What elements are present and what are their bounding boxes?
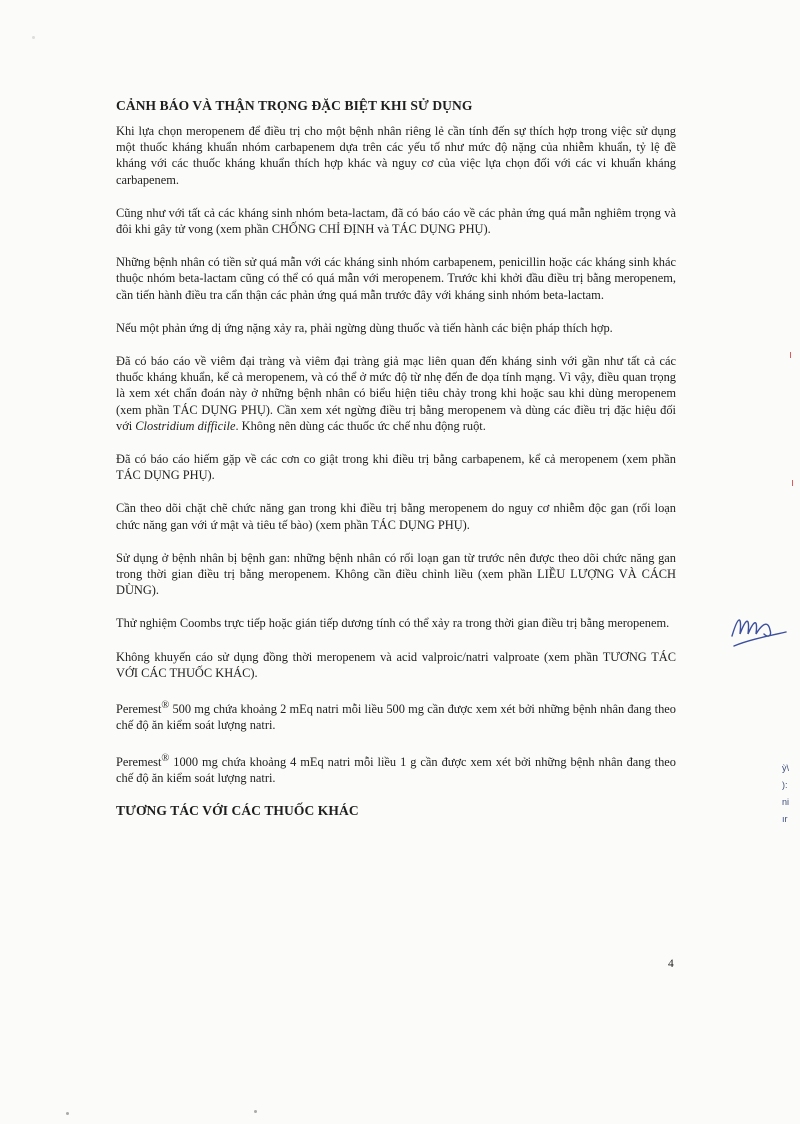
margin-mark xyxy=(792,480,793,486)
registered-mark: ® xyxy=(161,700,170,712)
scan-speck xyxy=(66,1112,69,1115)
paragraph-3: Những bệnh nhân có tiền sử quá mẫn với các kháng sinh nhóm carbapenem, penicillin hoặc các kháng sinh khác thuộc nhóm beta-lactam cũng có thể có quá mẫn với meropenem. Trước khi khởi đầu điều trị bằng meropenem, cần tiến hành điều tra cẩn thận các phản ứng quá mẫn trước đây với kháng sinh nhóm beta-lactam. xyxy=(116,255,676,302)
signature-mark xyxy=(728,606,788,652)
paragraph-12: Peremest® 1000 mg chứa khoảng 4 mEq natri mỗi liều 1 g cần được xem xét bởi những bệnh nhân đang theo chế độ ăn kiểm soát lượng natri. xyxy=(116,752,676,785)
scan-speck xyxy=(32,36,35,39)
paragraph-6: Đã có báo cáo hiếm gặp về các cơn co giật trong khi điều trị bằng carbapenem, kể cả meropenem (xem phần TÁC DỤNG PHỤ). xyxy=(116,452,676,483)
italic-organism-name: Clostridium difficile xyxy=(135,418,236,433)
paragraph-5: Đã có báo cáo về viêm đại tràng và viêm đại tràng giả mạc liên quan đến kháng sinh với gần như tất cả các thuốc kháng khuẩn, kể cả meropenem, và có thể ở mức độ từ nhẹ đến đe dọa tính mạng. Vì vậy, điều quan trọng là xem xét chẩn đoán này ở những bệnh nhân có biểu hiện tiêu chảy trong khi hoặc sau khi dùng meropenem (xem phần TÁC DỤNG PHỤ). Cần xem xét ngừng điều trị bằng meropenem và dùng các điều trị đặc hiệu đối với Clostridium difficile. Không nên dùng các thuốc ức chế nhu động ruột. xyxy=(116,354,676,433)
margin-text-fragments: ỳ\ ): ni ır xyxy=(782,763,790,824)
paragraph-1: Khi lựa chọn meropenem để điều trị cho một bệnh nhân riêng lẻ cần tính đến sự thích hợp trong việc sử dụng một thuốc kháng khuẩn nhóm carbapenem dựa trên các yếu tố như mức độ nặng của nhiễm khuẩn, tỷ lệ đề kháng với các thuốc kháng khuẩn thích hợp khác và nguy cơ của việc lựa chọn đối với các vi khuẩn kháng carbapenem. xyxy=(116,124,676,187)
paragraph-10: Không khuyến cáo sử dụng đồng thời meropenem và acid valproic/natri valproate (xem phần TƯƠNG TÁC VỚI CÁC THUỐC KHÁC). xyxy=(116,649,676,680)
paragraph-4: Nếu một phản ứng dị ứng nặng xảy ra, phải ngừng dùng thuốc và tiến hành các biện pháp thích hợp. xyxy=(116,320,613,335)
paragraph-11: Peremest® 500 mg chứa khoảng 2 mEq natri mỗi liều 500 mg cần được xem xét bởi những bệnh nhân đang theo chế độ ăn kiểm soát lượng natri. xyxy=(116,700,676,733)
paragraph-7: Cần theo dõi chặt chẽ chức năng gan trong khi điều trị bằng meropenem do nguy cơ nhiễm độc gan (rối loạn chức năng gan với ứ mật và tiêu tế bào) (xem phần TÁC DỤNG PHỤ). xyxy=(116,501,676,532)
section-heading-interactions: TƯƠNG TÁC VỚI CÁC THUỐC KHÁC xyxy=(116,803,359,819)
paragraph-8: Sử dụng ở bệnh nhân bị bệnh gan: những bệnh nhân có rối loạn gan từ trước nên được theo dõi chức năng gan trong thời gian điều trị bằng meropenem. Không cần điều chỉnh liều (xem phần LIỀU LƯỢNG VÀ CÁCH DÙNG). xyxy=(116,550,676,598)
margin-mark xyxy=(790,352,791,358)
scan-speck xyxy=(254,1110,257,1113)
page-number: 4 xyxy=(668,958,674,970)
document-body xyxy=(116,98,676,828)
registered-mark: ® xyxy=(161,752,170,764)
paragraph-9: Thử nghiệm Coombs trực tiếp hoặc gián tiếp dương tính có thể xảy ra trong thời gian điều trị bằng meropenem. xyxy=(116,616,670,631)
section-heading-warnings: CẢNH BÁO VÀ THẬN TRỌNG ĐẶC BIỆT KHI SỬ DỤNG xyxy=(116,98,473,113)
paragraph-2: Cũng như với tất cả các kháng sinh nhóm beta-lactam, đã có báo cáo về các phản ứng quá mẫn nghiêm trọng và đôi khi gây tử vong (xem phần CHỐNG CHỈ ĐỊNH và TÁC DỤNG PHỤ). xyxy=(116,205,676,237)
